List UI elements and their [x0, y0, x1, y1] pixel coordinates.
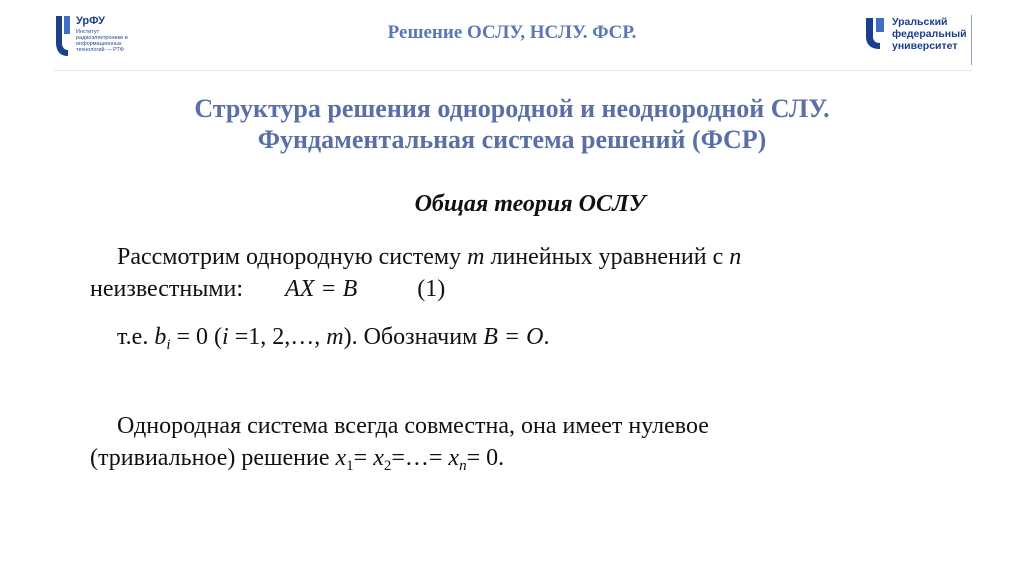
p1-equation: AX = B	[285, 276, 358, 302]
p1-var-m: m	[467, 244, 485, 270]
p3-eq-1: =	[353, 445, 374, 471]
p1-var-n: n	[729, 244, 742, 270]
header-divider	[971, 15, 972, 65]
paragraph-system-definition	[90, 241, 930, 305]
p3-text-a: Однородная система всегда совместна, она имеет нулевое	[117, 413, 709, 439]
p2-equation: B = O	[483, 324, 544, 350]
p2-text-c: = 0 (	[170, 324, 223, 350]
university-name-line2: федеральный	[892, 28, 967, 40]
p3-var-xn: x	[448, 445, 460, 471]
p3-sub-1: 1	[346, 458, 354, 474]
university-name-line3: университет	[892, 40, 958, 52]
p2-text-e: ). Обозначим	[343, 324, 484, 350]
left-logo-title: УрФУ	[76, 15, 105, 27]
university-name	[892, 16, 967, 52]
paragraph-homogeneous-condition	[117, 321, 937, 353]
p3-text-b: (тривиальное) решение	[90, 445, 336, 471]
p3-var-x2: x	[373, 445, 384, 471]
p2-text-g: .	[543, 324, 550, 350]
p2-text-d: =1, 2,…,	[228, 324, 327, 350]
p2-var-b: b	[154, 324, 167, 350]
university-name-line1: Уральский	[892, 16, 948, 28]
slide-heading	[0, 93, 1024, 155]
p3-sub-2: 2	[383, 458, 392, 474]
left-logo-subtitle: Институт радиоэлектроники и информационных технологий — РТФ	[76, 29, 128, 53]
p1-text-a: Рассмотрим однородную систему	[117, 244, 468, 270]
heading-line-2: Фундаментальная система решений (ФСР)	[257, 125, 767, 154]
heading-line-1: Структура решения однородной и неоднородной СЛУ.	[194, 94, 830, 123]
page-title: Решение ОСЛУ, НСЛУ. ФСР.	[387, 22, 637, 43]
urfu-u-logo-icon	[864, 16, 886, 50]
p3-eq-2: =…=	[391, 445, 449, 471]
header-rule	[54, 70, 972, 71]
slide-header	[0, 0, 1024, 78]
p3-end: = 0.	[466, 445, 505, 471]
p2-var-i: i	[222, 324, 229, 350]
section-title: Общая теория ОСЛУ	[414, 191, 646, 217]
p2-text-a: т.е.	[117, 324, 155, 350]
p1-text-b: линейных уравнений с	[484, 244, 730, 270]
paragraph-trivial-solution	[90, 410, 930, 474]
p2-var-m: m	[326, 324, 344, 350]
p1-equation-number: (1)	[417, 276, 446, 302]
p3-sub-n: n	[459, 458, 467, 474]
p2-sub-i: i	[166, 337, 171, 353]
urfu-university-logo	[864, 16, 974, 56]
p3-var-x1: x	[335, 445, 347, 471]
p1-text-c: неизвестными:	[90, 276, 244, 302]
